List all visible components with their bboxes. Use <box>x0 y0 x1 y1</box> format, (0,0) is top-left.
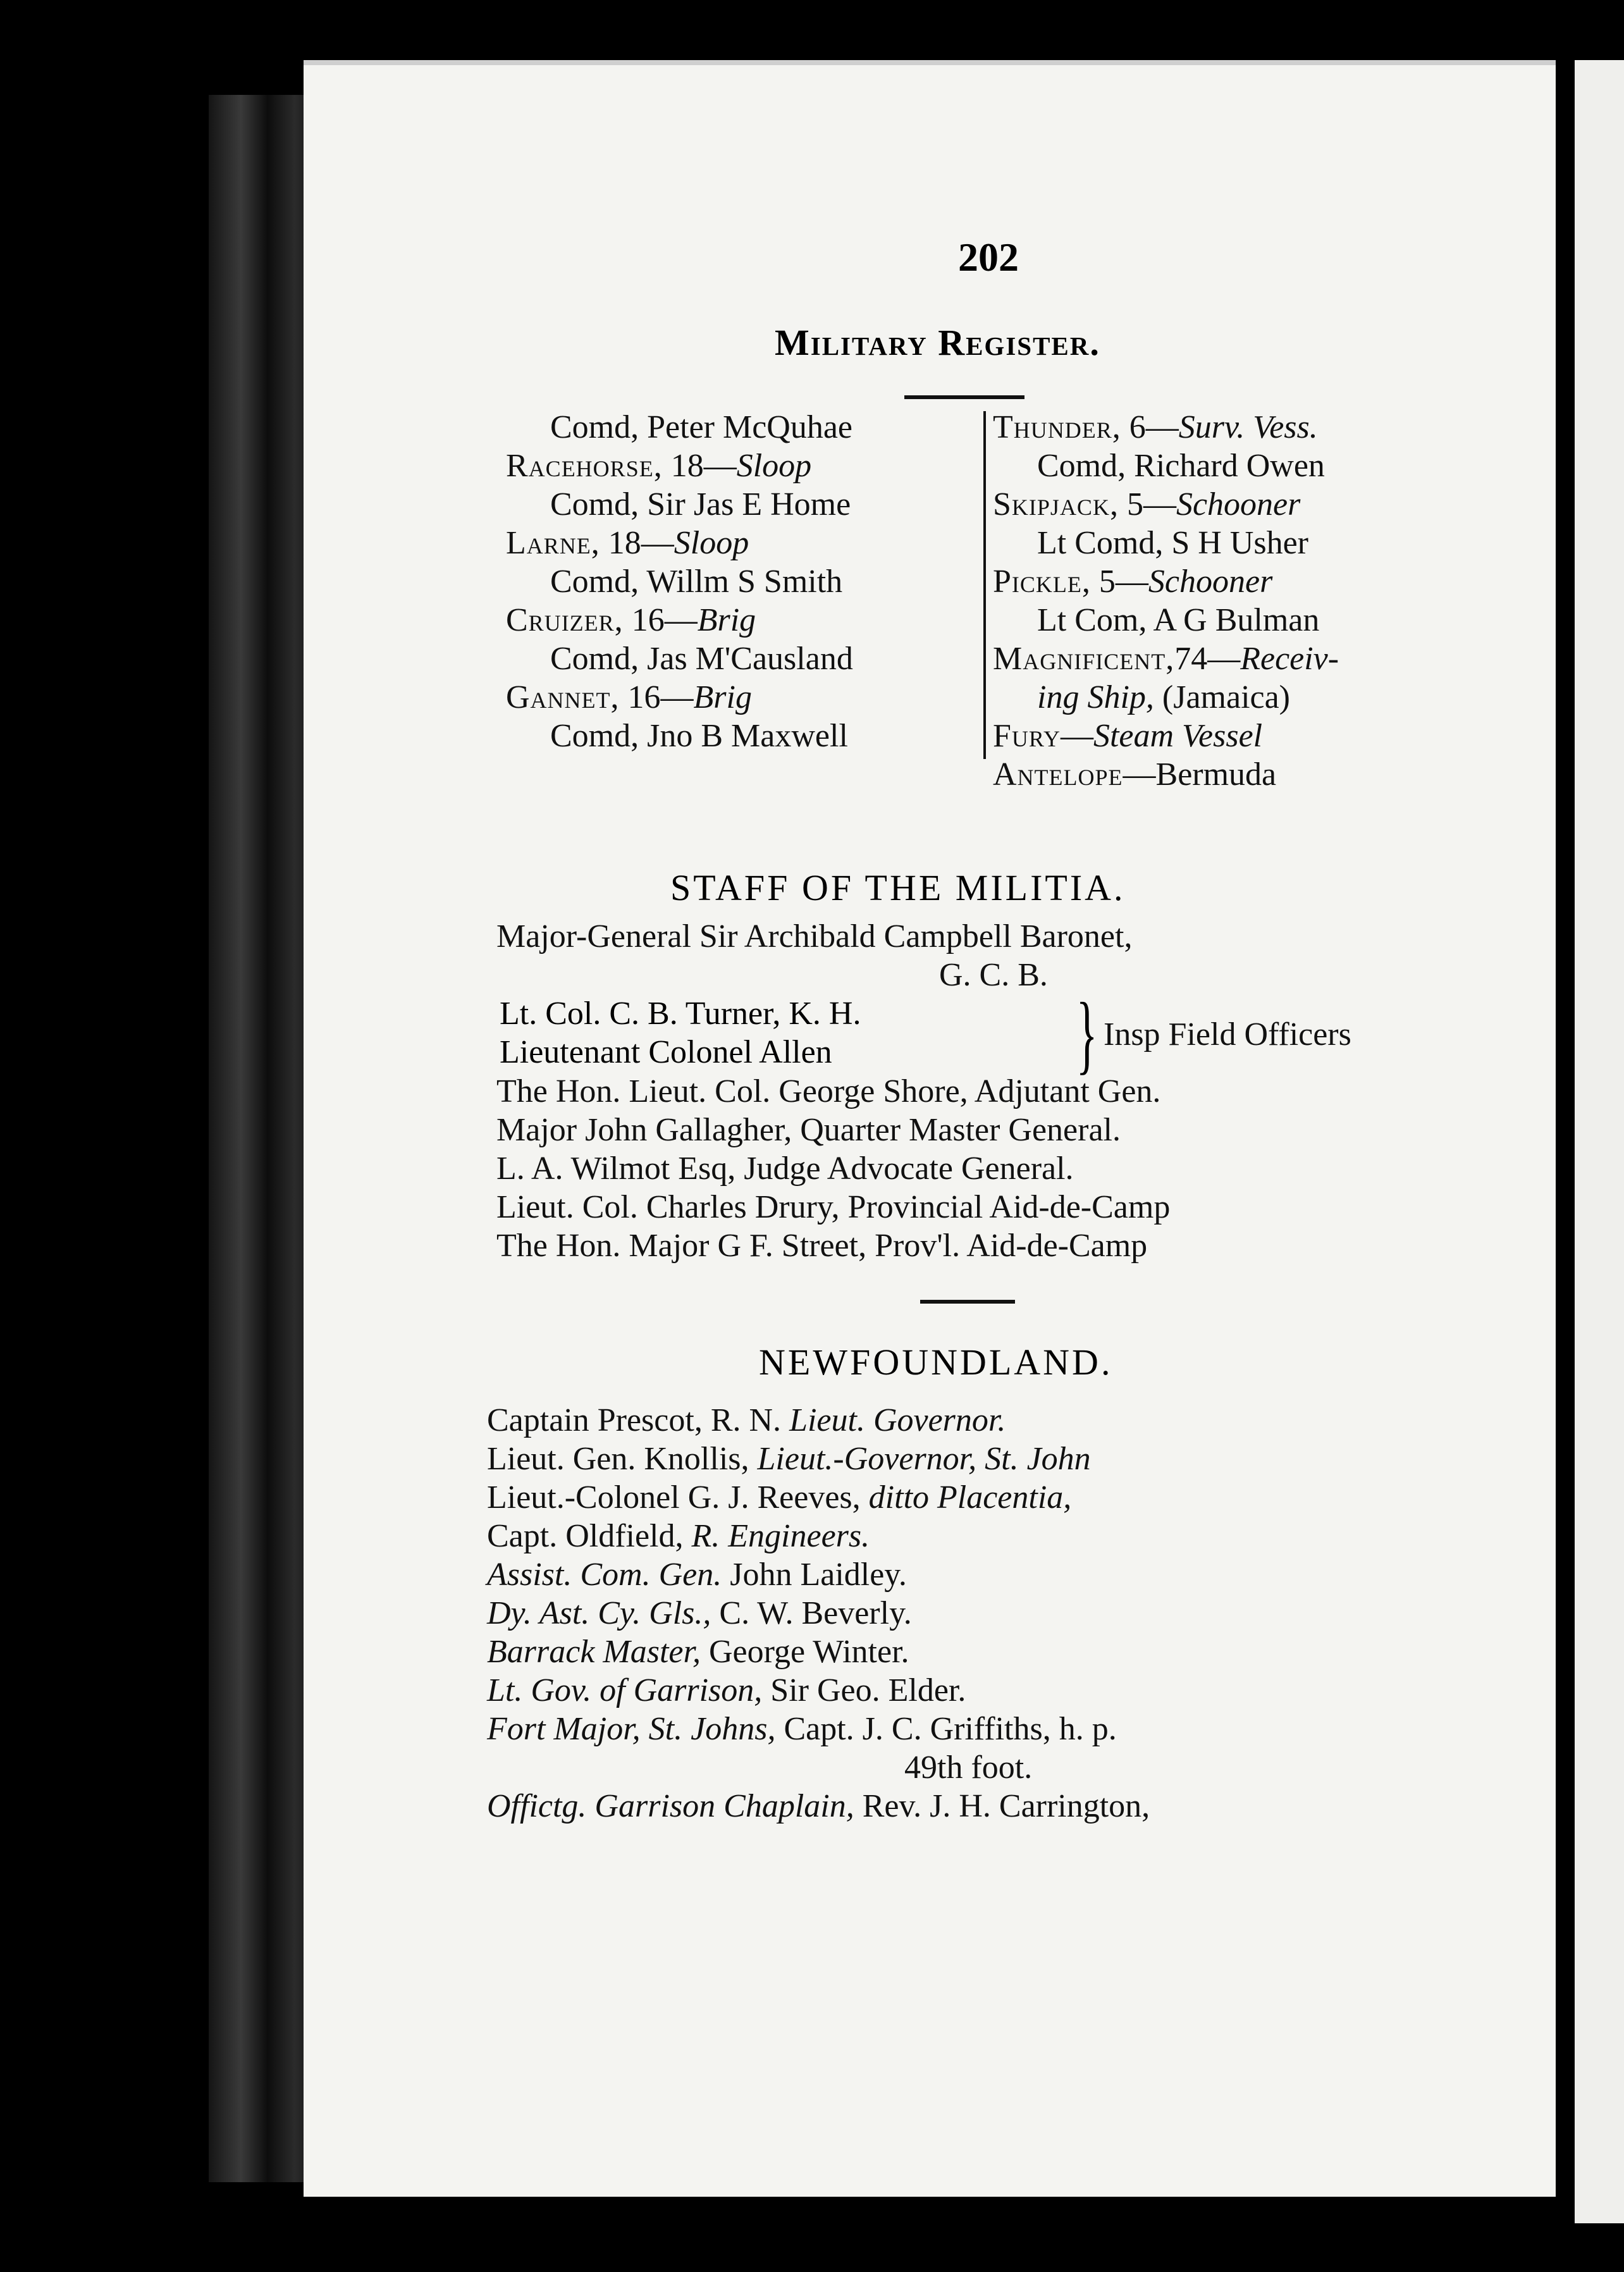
newfoundland-line <box>487 1517 1150 1555</box>
entry-role: Offictg. Garrison Chaplain, <box>487 1788 854 1824</box>
ship-name: Larne, <box>506 525 600 561</box>
ship-line <box>506 524 853 562</box>
ship-type: Brig <box>693 679 752 715</box>
column-divider <box>983 411 986 759</box>
ship-line <box>506 601 853 639</box>
naval-right-column <box>993 408 1339 794</box>
ship-guns: — <box>1060 718 1093 754</box>
commander-line: Lt Comd, S H Usher <box>1037 525 1308 561</box>
newfoundland-line <box>487 1401 1150 1440</box>
ship-name: Pickle, <box>993 564 1091 600</box>
ship-line <box>506 678 853 717</box>
entry-rest: John Laidley. <box>722 1557 907 1593</box>
entry-role: R. Engineers. <box>691 1518 870 1554</box>
ship-name: Thunder, <box>993 409 1121 445</box>
ship-line <box>993 408 1339 447</box>
running-head: Military Register. <box>775 322 1100 363</box>
page-number: 202 <box>958 235 1019 280</box>
entry-name: Lieut. Gen. Knollis, <box>487 1441 758 1477</box>
inspecting-officers <box>500 994 861 1071</box>
newfoundland-line <box>487 1478 1150 1517</box>
ship-guns: 74— <box>1174 641 1241 677</box>
ship-guns: 6— <box>1121 409 1179 445</box>
ship-name: Racehorse, <box>506 448 663 484</box>
militia-list <box>496 1072 1170 1265</box>
commander-line: Comd, Jno B Maxwell <box>550 718 848 754</box>
ship-type-cont: ing Ship, <box>1037 679 1154 715</box>
ship-type: Schooner <box>1148 564 1273 600</box>
ship-station: (Jamaica) <box>1153 679 1290 715</box>
ship-guns: 18— <box>600 525 674 561</box>
entry-role: Dy. Ast. Cy. Gls., <box>487 1595 711 1631</box>
general-line: Major-General Sir Archibald Campbell Baronet, <box>496 918 1133 954</box>
militia-line: The Hon. Lieut. Col. George Shore, Adjutant Gen. <box>496 1073 1161 1109</box>
ship-type: Sloop <box>736 448 812 484</box>
newfoundland-line <box>487 1594 1150 1633</box>
ship-name: Gannet, <box>506 679 620 715</box>
ship-name: Cruizer, <box>506 602 624 638</box>
militia-line: L. A. Wilmot Esq, Judge Advocate General. <box>496 1151 1074 1187</box>
entry-name: Lieut.-Colonel G. J. Reeves, <box>487 1479 869 1516</box>
ship-line <box>506 447 853 485</box>
entry-role: Barrack Master, <box>487 1634 701 1670</box>
ship-guns: 18— <box>662 448 737 484</box>
ship-type: Brig <box>697 602 756 638</box>
entry-role: Lieut.-Governor, St. John <box>757 1441 1091 1477</box>
entry-rest: George Winter. <box>700 1634 909 1670</box>
ship-name: Antelope <box>993 756 1123 793</box>
ship-guns: 5— <box>1090 564 1148 600</box>
militia-line: Lieut. Col. Charles Drury, Provincial Aid-de-Camp <box>496 1189 1171 1225</box>
militia-heading: STAFF OF THE MILITIA. <box>670 867 1126 908</box>
head-rule <box>904 395 1024 399</box>
ship-line <box>993 639 1339 678</box>
entry-role: Lieut. Governor. <box>789 1402 1006 1438</box>
ship-line <box>993 717 1339 755</box>
ship-line <box>993 562 1339 601</box>
commander-line: Comd, Jas M'Causland <box>550 641 853 677</box>
newfoundland-line <box>487 1555 1150 1594</box>
ship-type: Sloop <box>674 525 749 561</box>
entry-rest: Sir Geo. Elder. <box>762 1672 966 1708</box>
militia-general <box>496 917 1132 994</box>
ship-type: Steam Vessel <box>1093 718 1263 754</box>
insp-label: Insp Field Officers <box>1104 1016 1351 1053</box>
general-honours: G. C. B. <box>939 957 1048 993</box>
ship-guns: 16— <box>619 679 694 715</box>
ship-type: Surv. Vess. <box>1178 409 1318 445</box>
insp-officer: Lieutenant Colonel Allen <box>500 1034 832 1070</box>
newfoundland-line <box>487 1671 1150 1710</box>
newfoundland-line <box>487 1710 1150 1748</box>
ship-station: —Bermuda <box>1123 756 1277 793</box>
commander-line: Lt Com, A G Bulman <box>1037 602 1320 638</box>
ship-line <box>993 755 1339 794</box>
commander-line: Comd, Peter McQuhae <box>550 409 853 445</box>
entry-rest: Capt. J. C. Griffiths, h. p. <box>775 1711 1117 1747</box>
brace-icon: } <box>1076 985 1098 1083</box>
facing-page-edge <box>1575 60 1624 2223</box>
ship-guns: 16— <box>623 602 698 638</box>
section-rule <box>920 1300 1015 1304</box>
militia-line: Major John Gallagher, Quarter Master General. <box>496 1112 1121 1148</box>
ship-type: Schooner <box>1176 486 1301 522</box>
commander-line: Comd, Sir Jas E Home <box>550 486 851 522</box>
newfoundland-line <box>487 1440 1150 1478</box>
ship-name: Magnificent, <box>993 641 1175 677</box>
entry-role: ditto Placentia, <box>868 1479 1072 1516</box>
entry-rest: C. W. Beverly. <box>711 1595 912 1631</box>
entry-name: Capt. Oldfield, <box>487 1518 692 1554</box>
entry-rest: Rev. J. H. Carrington, <box>854 1788 1150 1824</box>
entry-name: Captain Prescot, R. N. <box>487 1402 790 1438</box>
entry-role: Lt. Gov. of Garrison, <box>487 1672 763 1708</box>
ship-type: Receiv- <box>1240 641 1339 677</box>
ship-line <box>993 485 1339 524</box>
ship-guns: 5— <box>1118 486 1176 522</box>
naval-left-column <box>506 408 853 755</box>
newfoundland-line <box>487 1787 1150 1825</box>
newfoundland-line <box>487 1633 1150 1671</box>
ship-name: Skipjack, <box>993 486 1119 522</box>
commander-line: Comd, Willm S Smith <box>550 564 843 600</box>
entry-role: Assist. Com. Gen. <box>487 1557 722 1593</box>
militia-line: The Hon. Major G F. Street, Prov'l. Aid-de-Camp <box>496 1228 1148 1264</box>
book-spine-shadow <box>209 95 316 2182</box>
newfoundland-continuation: 49th foot. <box>904 1750 1033 1786</box>
newfoundland-list <box>487 1401 1150 1825</box>
entry-role: Fort Major, St. Johns, <box>487 1711 776 1747</box>
commander-line: Comd, Richard Owen <box>1037 448 1325 484</box>
ship-name: Fury <box>993 718 1061 754</box>
ship-continuation-line <box>993 678 1339 717</box>
newfoundland-heading: NEWFOUNDLAND. <box>759 1342 1113 1383</box>
insp-officer: Lt. Col. C. B. Turner, K. H. <box>500 996 861 1032</box>
